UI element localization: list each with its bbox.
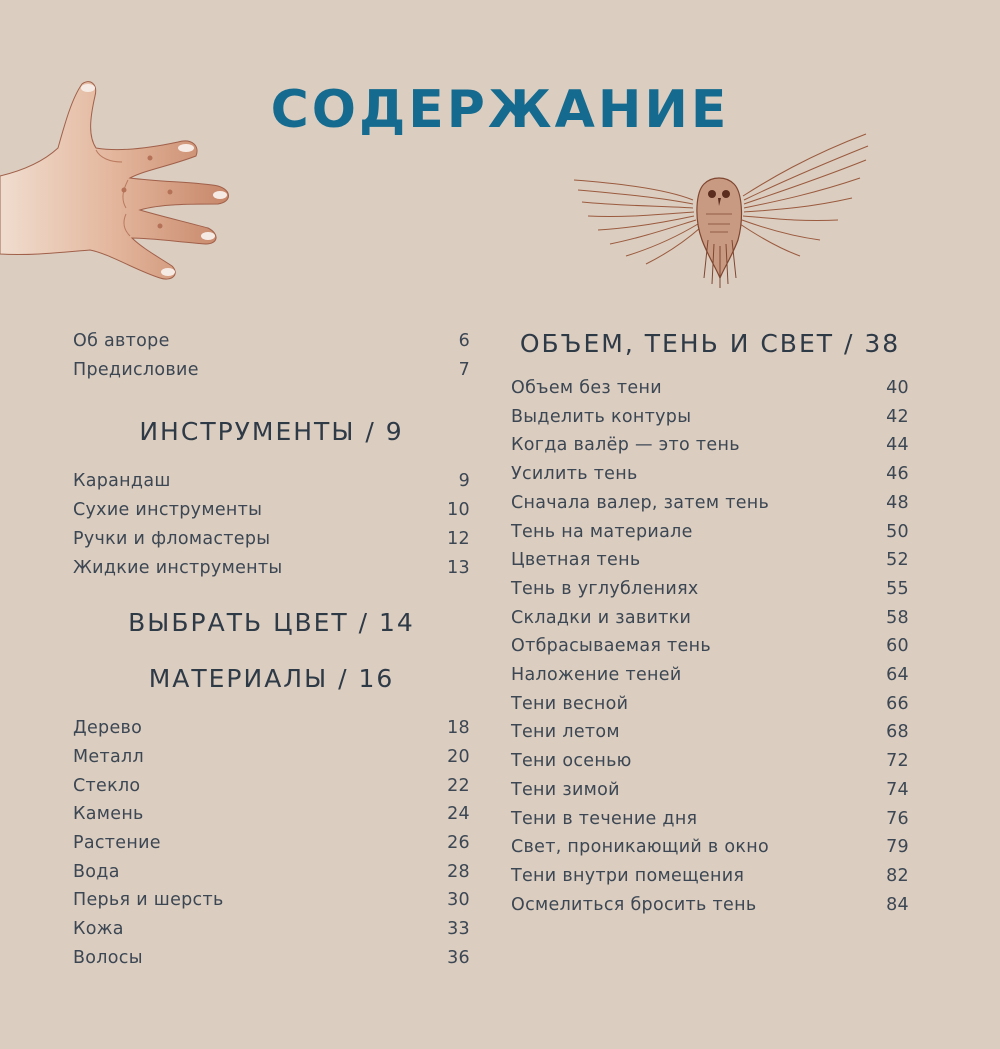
section-heading-tools[interactable]: ИНСТРУМЕНТЫ / 9: [139, 417, 404, 447]
toc-entry[interactable]: [73, 858, 470, 887]
toc-entry[interactable]: [511, 632, 909, 661]
entry-title: Тень в углублениях: [511, 578, 699, 599]
entry-page: 9: [458, 471, 470, 492]
entry-title: Складки и завитки: [511, 607, 692, 628]
toc-entry[interactable]: [511, 518, 909, 547]
entry-page: 82: [886, 865, 909, 886]
entry-page: 28: [447, 861, 470, 882]
entry-page: 55: [886, 578, 909, 599]
toc-entry[interactable]: [73, 554, 470, 583]
entry-page: 6: [458, 331, 470, 351]
toc-entry[interactable]: [73, 525, 470, 554]
toc-right-column: [511, 324, 909, 919]
entry-page: 48: [886, 492, 909, 513]
entry-page: 50: [886, 521, 909, 542]
entry-page: 76: [886, 808, 909, 829]
entry-title: Предисловие: [73, 359, 199, 380]
entry-title: Вода: [73, 861, 120, 882]
entry-page: 20: [447, 746, 470, 767]
entry-title: Ручки и фломастеры: [73, 528, 271, 549]
entry-title: Металл: [73, 746, 144, 767]
toc-left-column: [73, 327, 470, 973]
hand-illustration: [0, 78, 240, 283]
entry-title: Волосы: [73, 947, 143, 968]
entry-page: 26: [447, 833, 470, 854]
toc-entry[interactable]: [73, 496, 470, 525]
entry-page: 79: [886, 837, 909, 858]
toc-entry[interactable]: [511, 833, 909, 862]
toc-entry[interactable]: [73, 714, 470, 743]
entry-page: 13: [447, 557, 470, 578]
entry-title: Тени зимой: [511, 779, 620, 800]
entry-title: Осмелиться бросить тень: [511, 894, 757, 915]
section-heading-color[interactable]: ВЫБРАТЬ ЦВЕТ / 14: [128, 608, 415, 638]
section-heading-materials[interactable]: МАТЕРИАЛЫ / 16: [148, 664, 395, 694]
toc-entry[interactable]: [73, 886, 470, 915]
page-title: СОДЕРЖАНИЕ: [270, 80, 730, 140]
entry-page: 24: [447, 804, 470, 825]
entry-title: Сухие инструменты: [73, 500, 263, 521]
toc-entry[interactable]: [511, 862, 909, 891]
entry-page: 68: [886, 722, 909, 743]
entry-page: 74: [886, 779, 909, 800]
entry-title: Сначала валер, затем тень: [511, 492, 770, 513]
entry-page: 33: [447, 919, 470, 940]
entry-page: 84: [886, 894, 909, 915]
toc-entry[interactable]: [73, 772, 470, 801]
toc-entry[interactable]: [511, 489, 909, 518]
toc-entry[interactable]: [73, 800, 470, 829]
entry-title: Тень на материале: [511, 521, 693, 542]
entry-page: 22: [447, 775, 470, 796]
entry-title: Усилить тень: [511, 464, 638, 485]
entry-page: 10: [447, 500, 470, 521]
entry-title: Жидкие инструменты: [73, 557, 283, 578]
toc-entry[interactable]: [511, 718, 909, 747]
toc-entry[interactable]: [511, 575, 909, 604]
entry-title: Свет, проникающий в окно: [511, 837, 770, 858]
toc-entry[interactable]: [73, 829, 470, 858]
toc-entry[interactable]: [73, 915, 470, 944]
entry-page: 12: [447, 528, 470, 549]
entry-title: Цветная тень: [511, 550, 641, 571]
toc-entry[interactable]: [511, 546, 909, 575]
entry-title: Растение: [73, 833, 161, 854]
toc-entry[interactable]: [511, 805, 909, 834]
entry-title: Наложение теней: [511, 665, 682, 686]
toc-entry[interactable]: [511, 460, 909, 489]
entry-page: 36: [447, 947, 470, 968]
entry-title: Объем без тени: [511, 378, 662, 398]
entry-title: Тени весной: [511, 693, 629, 714]
entry-page: 46: [886, 464, 909, 485]
toc-entry[interactable]: [511, 604, 909, 633]
entry-page: 66: [886, 693, 909, 714]
entry-page: 72: [886, 751, 909, 772]
entry-title: Тени в течение дня: [511, 808, 698, 829]
entry-page: 60: [886, 636, 909, 657]
entry-title: Перья и шерсть: [73, 890, 224, 911]
toc-entry[interactable]: [511, 891, 909, 920]
entry-title: Стекло: [73, 775, 141, 796]
toc-entry[interactable]: [511, 747, 909, 776]
entry-title: Отбрасываемая тень: [511, 636, 711, 657]
entry-title: Тени внутри помещения: [511, 865, 745, 886]
entry-page: 18: [447, 718, 470, 739]
entry-title: Об авторе: [73, 331, 170, 351]
entry-page: 42: [886, 406, 909, 427]
toc-entry[interactable]: [511, 431, 909, 460]
toc-entry[interactable]: [511, 690, 909, 719]
toc-entry[interactable]: [511, 374, 909, 403]
entry-page: 58: [886, 607, 909, 628]
entry-title: Когда валёр — это тень: [511, 435, 740, 456]
entry-page: 30: [447, 890, 470, 911]
toc-entry[interactable]: [73, 356, 470, 385]
toc-entry[interactable]: [73, 743, 470, 772]
entry-title: Тени летом: [511, 722, 620, 743]
toc-entry[interactable]: [73, 944, 470, 973]
toc-entry[interactable]: [511, 776, 909, 805]
entry-page: 52: [886, 550, 909, 571]
toc-entry[interactable]: [511, 403, 909, 432]
entry-page: 44: [886, 435, 909, 456]
toc-entry[interactable]: [73, 327, 470, 356]
entry-title: Карандаш: [73, 471, 171, 492]
section-heading-volume[interactable]: ОБЪЕМ, ТЕНЬ И СВЕТ / 38: [519, 329, 901, 358]
toc-entry[interactable]: [511, 661, 909, 690]
entry-page: 40: [886, 378, 909, 398]
owl-illustration: [568, 128, 873, 293]
entry-page: 7: [458, 359, 470, 380]
entry-page: 64: [886, 665, 909, 686]
entry-title: Выделить контуры: [511, 406, 692, 427]
toc-entry[interactable]: [73, 467, 470, 496]
entry-title: Камень: [73, 804, 144, 825]
entry-title: Кожа: [73, 919, 124, 940]
entry-title: Дерево: [73, 718, 143, 739]
entry-title: Тени осенью: [511, 751, 632, 772]
